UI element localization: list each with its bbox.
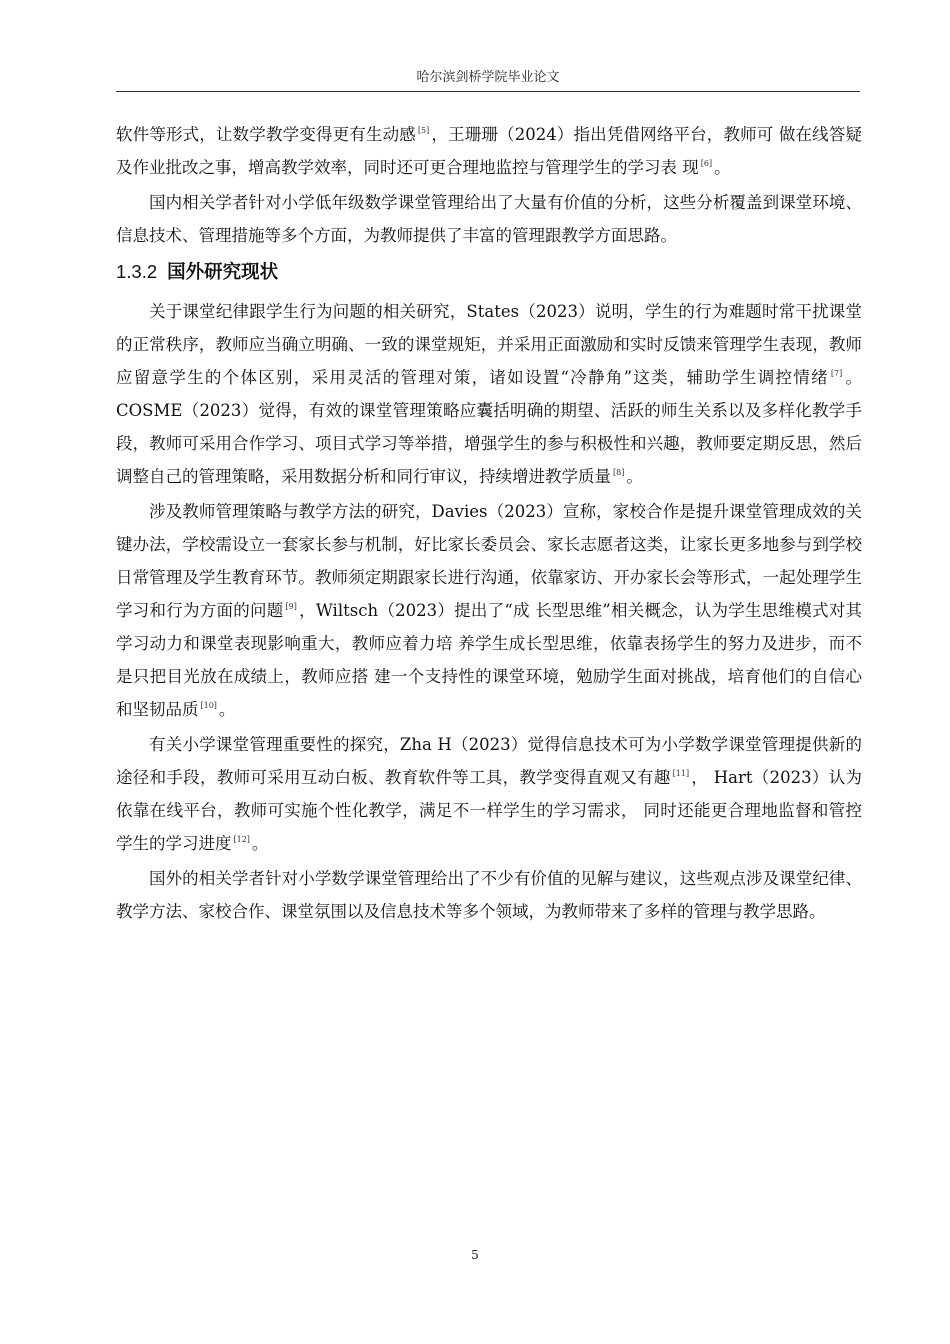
paragraph-1 — [116, 118, 862, 184]
body-text — [116, 118, 862, 930]
citation-10: [10] — [200, 701, 217, 710]
section-title: 国外研究现状 — [167, 262, 279, 283]
paragraph-6 — [116, 862, 862, 928]
paragraph-5 — [116, 728, 862, 860]
citation-5: [5] — [417, 126, 430, 135]
running-header — [116, 66, 860, 92]
paragraph-text: 。 — [626, 467, 643, 486]
paragraph-2 — [116, 186, 862, 252]
citation-8: [8] — [613, 468, 625, 477]
citation-12: [12] — [233, 835, 250, 844]
paragraph-text: 国外的相关学者针对小学数学课堂管理给出了不少有价值的见解与建议，这些观点涉及课堂纪律、教学方法、家校合作、课堂氛围以及信息技术等多个领域，为教师带来了多样的管理与教学思路。 — [116, 869, 862, 921]
citation-7: [7] — [830, 369, 843, 378]
header-title: 哈尔滨剑桥学院毕业论文 — [416, 70, 560, 85]
paragraph-3 — [116, 295, 862, 493]
section-number: 1.3.2 — [116, 261, 158, 282]
paragraph-text: ，Wiltsch（2023）提出了“成 长型思维”相关概念，认为学生思维模式对其学习动力和课堂表现影响重大，教师应着力培 养学生成长型思维，依靠表扬学生的努力及进步，而不是只把目光放在成绩上，教师应搭 建一个支持性的课堂环境，勉励学生面对挑战，培育他们的自信心和坚韧品质 — [116, 601, 863, 719]
paragraph-text: 涉及教师管理策略与教学方法的研究，Davies（2023）宣称，家校合作是提升课堂管理成效的关键办法，学校需设立一套家长参与机制，好比家长委员会、家长志愿者这类，让家长更多地参与到学校日常管理及学生教育环节。教师须定期跟家长进行沟通，依靠家访、开办家长会等形式，一起处理学生学习和行为方面的问题 — [116, 502, 862, 620]
page-number — [0, 1248, 950, 1262]
paragraph-text: 软件等形式，让数学教学变得更有生动感 — [116, 125, 416, 144]
paragraph-text: 。 — [714, 158, 731, 177]
citation-11: [11] — [672, 769, 690, 778]
paragraph-text: 。COSME（2023）觉得，有效的课堂管理策略应囊括明确的期望、活跃的师生关系以及多样化教学手段，教师可采用合作学习、项目式学习等举措，增强学生的参与积极性和兴趣，教师要定期反思，然后调整自己的管理策略，采用数据分析和同行审议，持续增进教学质量 — [116, 368, 862, 486]
paragraph-text: ，王珊珊（2024）指出凭借网络平台，教师可 做在线答疑及作业批改之事，增高教学效率，同时还可更合理地监控与管理学生的学习表 现 — [116, 125, 863, 177]
citation-9: [9] — [285, 602, 297, 611]
section-heading — [116, 256, 862, 289]
paragraph-text: 国内相关学者针对小学低年级数学课堂管理给出了大量有价值的分析，这些分析覆盖到课堂环境、信息技术、管理措施等多个方面，为教师提供了丰富的管理跟教学方面思路。 — [116, 193, 862, 245]
citation-6: [6] — [700, 159, 713, 168]
paragraph-4 — [116, 495, 862, 726]
page-number-value: 5 — [471, 1248, 479, 1262]
paragraph-text: 。 — [251, 834, 269, 853]
paragraph-text: 。 — [218, 700, 236, 719]
paragraph-text: 有关小学课堂管理重要性的探究，Zha H（2023）觉得信息技术可为小学数学课堂管理提供新的途径和手段，教师可采用互动白板、教育软件等工具，教学变得直观又有趣 — [116, 735, 862, 787]
paragraph-text: 关于课堂纪律跟学生行为问题的相关研究，States（2023）说明，学生的行为难题时常干扰课堂的正常秩序，教师应当确立明确、一致的课堂规矩，并采用正面激励和实时反馈来管理学生表现，教师应留意学生的个体区别，采用灵活的管理对策，诸如设置“冷静角”这类，辅助学生调控情绪 — [116, 302, 862, 387]
paragraph-text: ， Hart（2023）认为依靠在线平台，教师可实施个性化教学，满足不一样学生的学习需求， 同时还能更合理地监督和管控学生的学习进度 — [116, 768, 863, 853]
